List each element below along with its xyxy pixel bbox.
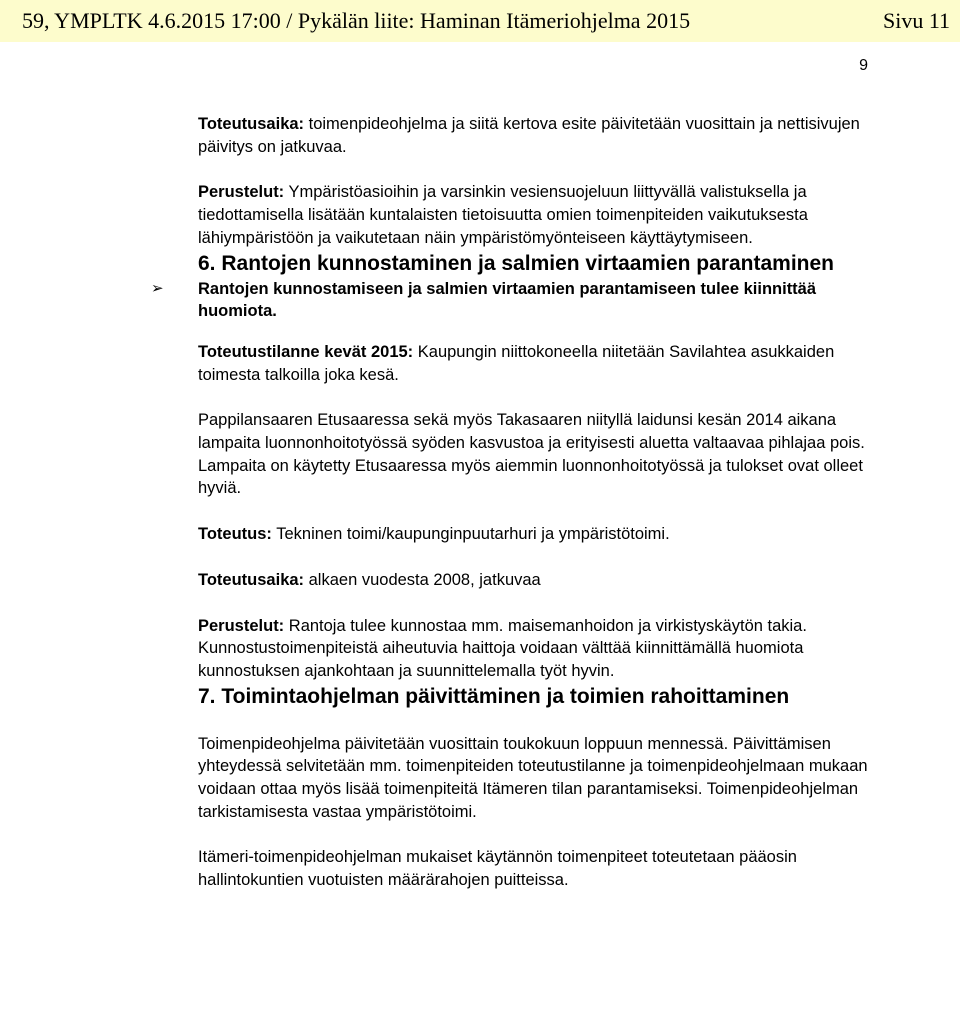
arrow-bullet-icon: ➢	[151, 279, 164, 297]
toteutusaika2-label: Toteutusaika:	[198, 570, 305, 589]
header-title: 59, YMPLTK 4.6.2015 17:00 / Pykälän liite: Haminan Itämeriohjelma 2015	[22, 8, 691, 33]
document-body	[151, 113, 873, 892]
toteutus-text: Tekninen toimi/kaupunginpuutarhuri ja ympäristötoimi.	[271, 525, 670, 544]
bullet-text: Rantojen kunnostamiseen ja salmien virtaamien parantamiseen tulee kiinnittää huomiota.	[198, 279, 817, 321]
toteutusaika-text: toimenpideohjelma ja siitä kertova esite päivitetään vuosittain ja nettisivujen päivitys on jatkuvaa.	[198, 115, 860, 156]
toteutusaika-paragraph	[198, 113, 873, 158]
toteutusaika2-text: alkaen vuodesta 2008, jatkuvaa	[304, 570, 541, 589]
toteutustilanne-paragraph	[198, 341, 873, 386]
toteutustilanne-text: Kaupungin niittokoneella niitetään Savilahtea asukkaiden toimesta talkoilla joka kesä.	[198, 342, 835, 384]
toteutusaika2-paragraph	[198, 569, 873, 592]
paivitys-paragraph: Toimenpideohjelma päivitetään vuosittain toukokuun loppuun mennessä. Päivittämisen yhteydessä selvitetään mm. toimenpiteiden toteutustilanne ja toimenpideohjelmaan mukaan voidaan ottaa myös lisää toimenpiteitä Itämeren tilan parantamiseksi. Toimenpideohjelman tarkistamisesta vastaa ympäristötoimi.	[198, 734, 868, 821]
page-number: 9	[859, 57, 868, 74]
toteutus-label: Toteutus:	[198, 525, 272, 544]
header-page-label: Sivu 11	[882, 8, 950, 33]
toteutus-paragraph	[198, 523, 873, 546]
rahoitus-paragraph: Itämeri-toimenpideohjelman mukaiset käytännön toimenpiteet toteutetaan pääosin hallintokuntien vuotuisten määrärahojen puitteissa.	[198, 848, 797, 890]
section-7-heading: 7. Toimintaohjelman päivittäminen ja toimien rahoittaminen	[198, 684, 790, 708]
perustelut-label: Perustelut:	[198, 183, 285, 202]
perustelut2-text: Rantoja tulee kunnostaa mm. maisemanhoidon ja virkistyskäytön takia. Kunnostustoimenpiteistä aiheutuvia haittoja voidaan välttää kiinnittämällä huomiota kunnostuksen ajankohtaan ja suunnittelemalla työt hyvin.	[198, 616, 807, 680]
header-banner	[0, 0, 960, 42]
toteutusaika-label: Toteutusaika:	[198, 115, 305, 133]
bullet-item	[151, 278, 873, 323]
perustelut-text: Ympäristöasioihin ja varsinkin vesiensuojeluun liittyvällä valistuksella ja tiedottamisella lisätään kuntalaisten tietoisuutta omien toimenpiteiden vaikutuksesta lähiympäristöön ja vaikutetaan näin ympäristömyönteiseen käyttäytymiseen.	[198, 183, 808, 247]
perustelut2-label: Perustelut:	[198, 616, 285, 635]
section-6-heading: 6. Rantojen kunnostaminen ja salmien virtaamien parantaminen	[198, 251, 835, 275]
toteutustilanne-label: Toteutustilanne kevät 2015:	[198, 342, 414, 361]
perustelut-paragraph	[198, 181, 873, 249]
perustelut2-paragraph	[198, 615, 873, 683]
pappilansaari-paragraph: Pappilansaaren Etusaaressa sekä myös Takasaaren niityllä laidunsi kesän 2014 aikana lampaita luonnonhoitotyössä syöden kasvustoa ja erityisesti aluetta valtaavaa pihlajaa pois. Lampaita on käytetty Etusaaressa myös aiemmin luonnonhoitotyössä ja tulokset ovat olleet hyviä.	[198, 411, 865, 498]
